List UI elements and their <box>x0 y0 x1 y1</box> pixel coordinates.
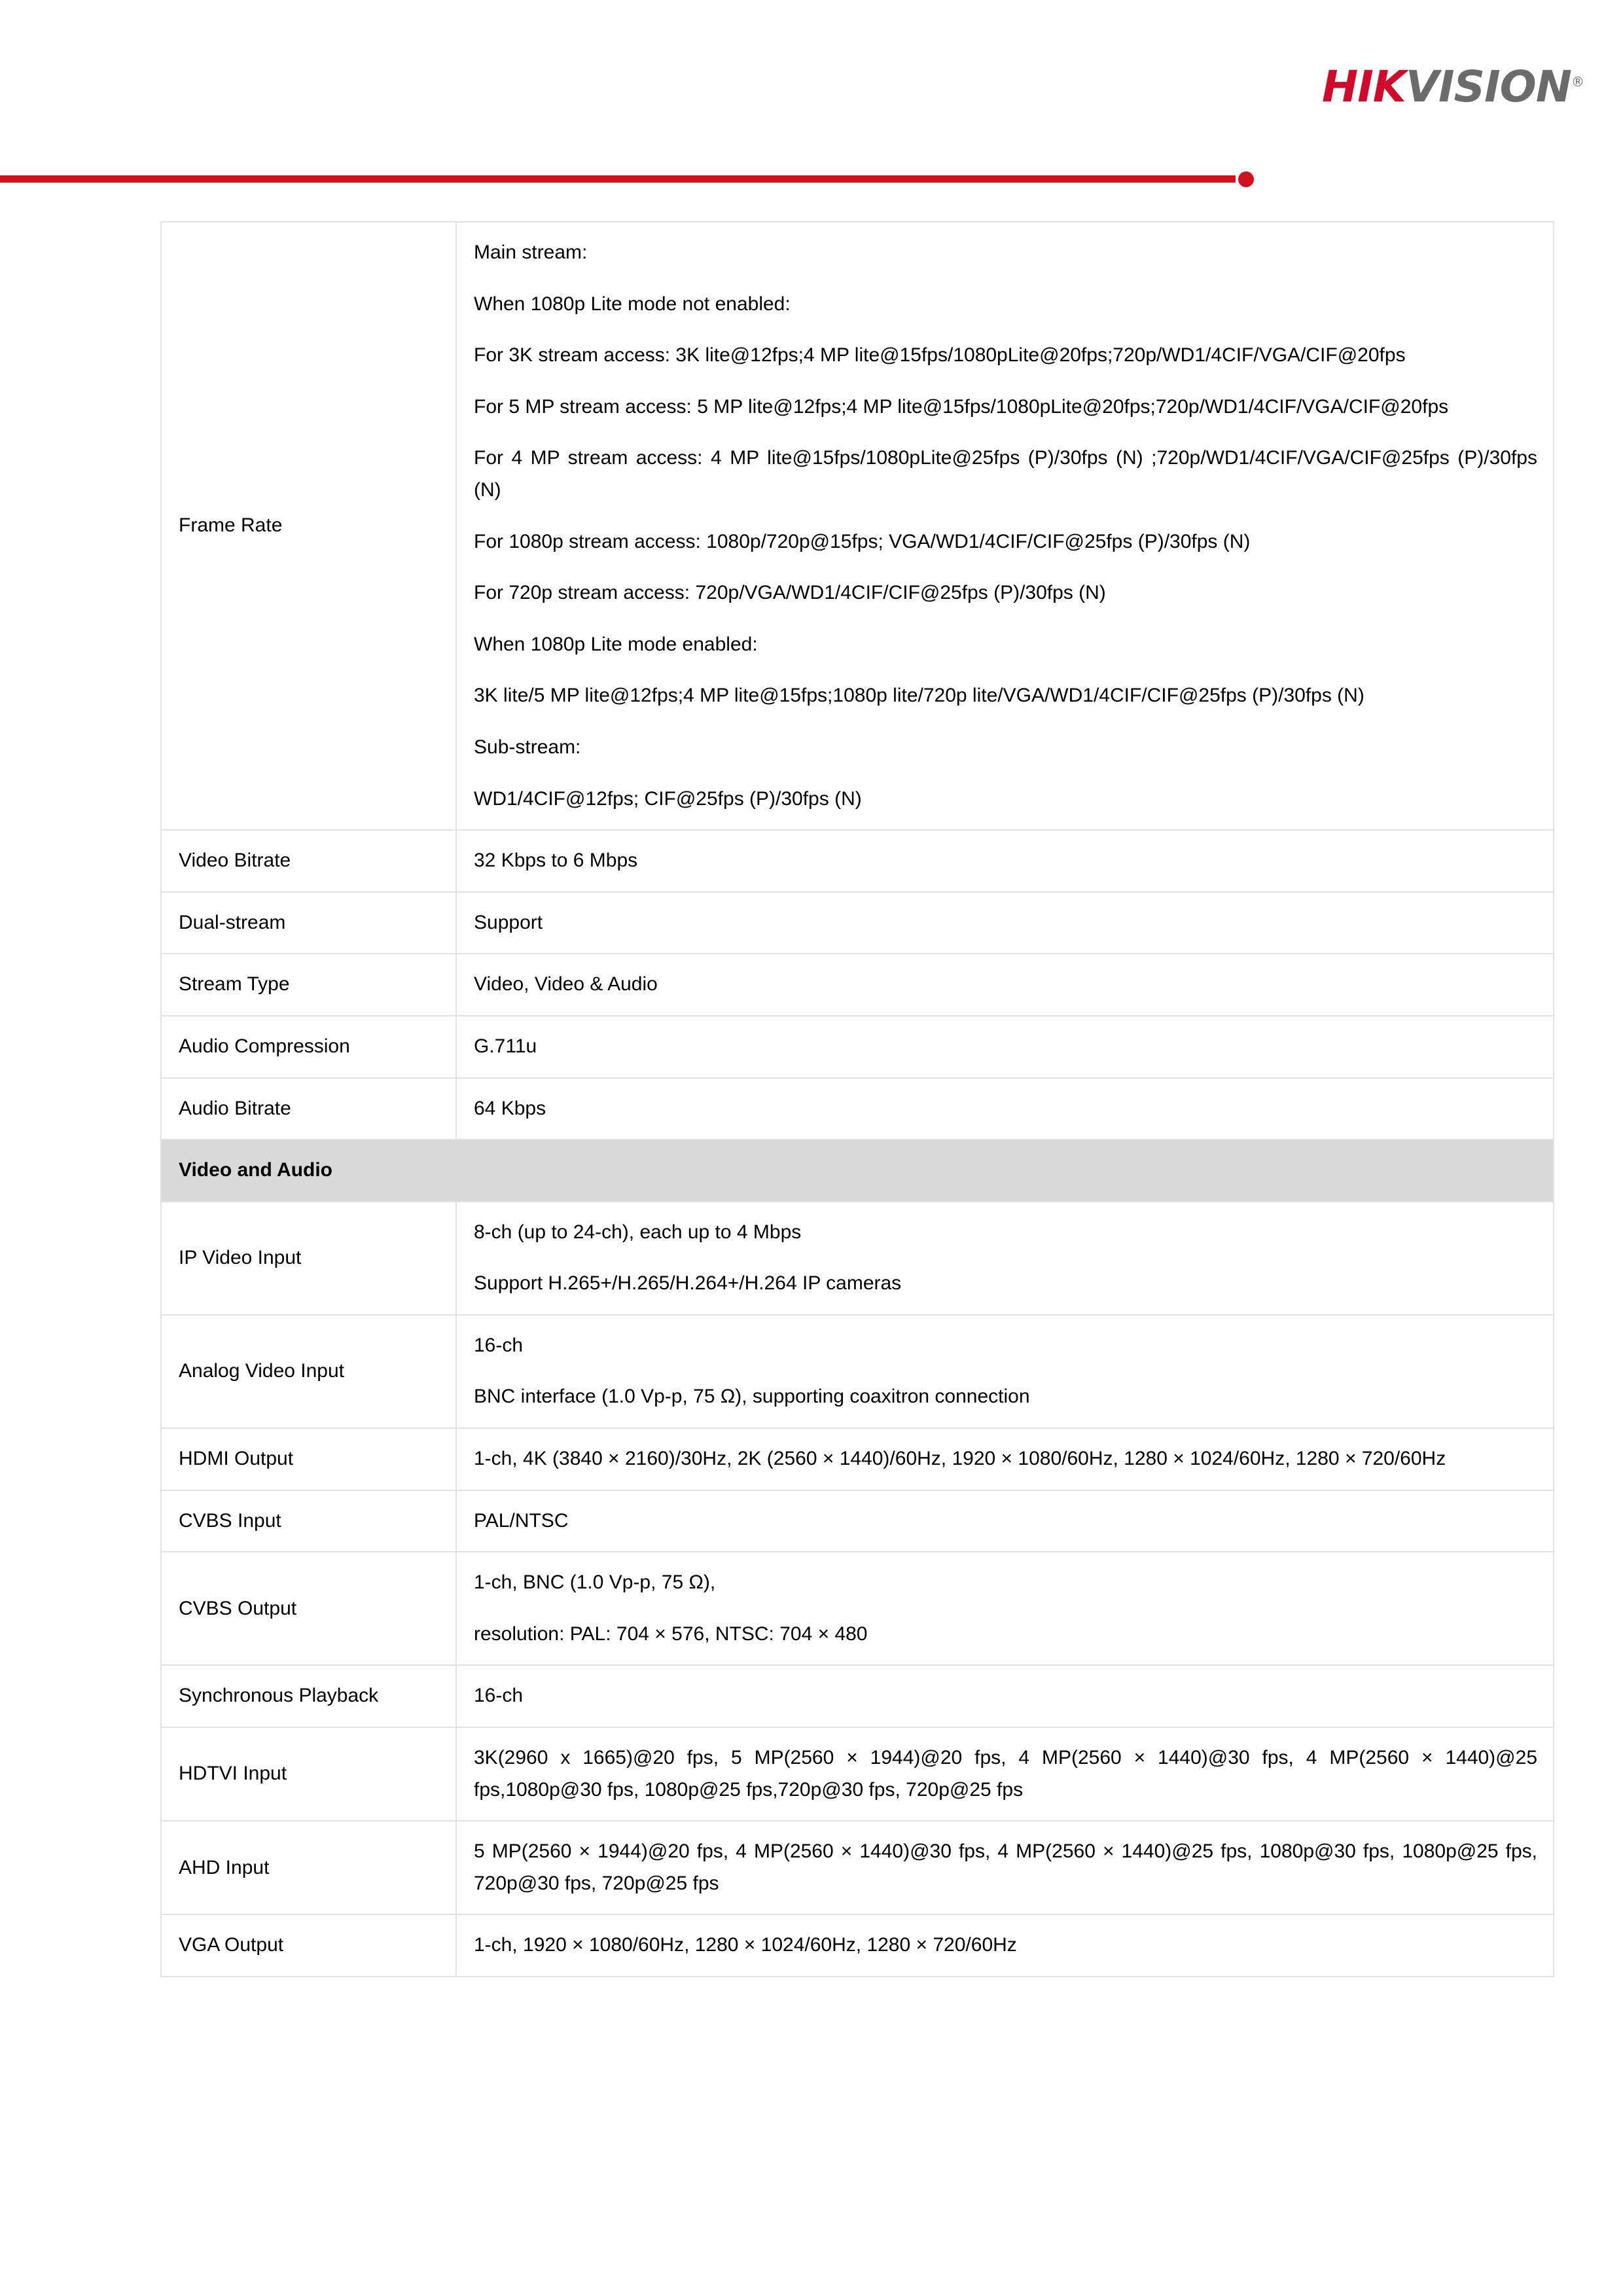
spec-label-cell: Stream Type <box>161 954 456 1016</box>
spec-value-line: Sub-stream: <box>474 736 581 758</box>
spec-label-cell: AHD Input <box>161 1821 456 1914</box>
spec-value-line: WD1/4CIF@12fps; CIF@25fps (P)/30fps (N) <box>474 787 862 810</box>
spec-value-cell <box>456 954 1554 1016</box>
spec-value-line: 3K lite/5 MP lite@12fps;4 MP lite@15fps;1080p lite/720p lite/VGA/WD1/4CIF/CIF@25fps (P)/30fps (N) <box>474 685 1364 707</box>
spec-value-line: PAL/NTSC <box>474 1509 569 1532</box>
spec-value-line: G.711u <box>474 1035 537 1057</box>
spec-value-line: When 1080p Lite mode enabled: <box>474 633 758 655</box>
page-header <box>0 0 1623 196</box>
spec-value-cell <box>456 830 1554 892</box>
table-row <box>161 1016 1554 1078</box>
spec-label-cell: Frame Rate <box>161 222 456 830</box>
spec-label-cell: HDTVI Input <box>161 1727 456 1821</box>
table-row <box>161 1202 1554 1315</box>
spec-label-cell: Analog Video Input <box>161 1315 456 1428</box>
table-row <box>161 1552 1554 1665</box>
spec-label-cell: CVBS Input <box>161 1490 456 1552</box>
header-accent-dot-icon <box>1238 171 1254 187</box>
section-header-cell: Video and Audio <box>161 1139 1554 1202</box>
table-row <box>161 830 1554 892</box>
spec-value-cell <box>456 1315 1554 1428</box>
spec-value-line: Main stream: <box>474 242 588 263</box>
specification-table <box>160 221 1554 1977</box>
spec-value-line: resolution: PAL: 704 × 576, NTSC: 704 × 480 <box>474 1623 868 1645</box>
spec-value-cell <box>456 1490 1554 1552</box>
spec-value-cell <box>456 1078 1554 1140</box>
spec-label-cell: VGA Output <box>161 1914 456 1977</box>
table-row <box>161 1315 1554 1428</box>
spec-value-line: 16-ch <box>474 1334 524 1356</box>
spec-label-cell: Audio Compression <box>161 1016 456 1078</box>
spec-value-line: 1-ch, BNC (1.0 Vp-p, 75 Ω), <box>474 1571 716 1594</box>
spec-value-line: Support H.265+/H.265/H.264+/H.264 IP cameras <box>474 1272 902 1295</box>
logo-text-vision: VISION <box>1405 62 1571 112</box>
spec-value-line: For 4 MP stream access: 4 MP lite@15fps/1080pLite@25fps (P)/30fps (N) ;720p/WD1/4CIF/VGA/CIF@25fps (P)/30fps (N) <box>474 447 1537 501</box>
specification-table-container <box>160 221 1553 1977</box>
spec-value-line: For 720p stream access: 720p/VGA/WD1/4CIF/CIF@25fps (P)/30fps (N) <box>474 582 1106 604</box>
spec-value-line: Support <box>474 911 543 933</box>
table-row <box>161 1490 1554 1552</box>
table-row <box>161 1914 1554 1977</box>
spec-value-line: 3K(2960 x 1665)@20 fps, 5 MP(2560 × 1944)@20 fps, 4 MP(2560 × 1440)@30 fps, 4 MP(2560 × 1440)@25 fps,1080p@30 fps, 1080p@25 fps,720p@30 fps, 720p@25 fps <box>474 1747 1537 1801</box>
spec-value-line: BNC interface (1.0 Vp-p, 75 Ω), supporting coaxitron connection <box>474 1386 1030 1408</box>
spec-value-cell <box>456 892 1554 954</box>
logo-text-hik: HIK <box>1321 62 1406 112</box>
table-row <box>161 1821 1554 1914</box>
spec-value-cell <box>456 1428 1554 1490</box>
header-divider-line <box>0 175 1236 183</box>
spec-label-cell: Video Bitrate <box>161 830 456 892</box>
spec-value-cell <box>456 1202 1554 1315</box>
spec-label-cell: Audio Bitrate <box>161 1078 456 1140</box>
spec-value-cell <box>456 222 1554 830</box>
spec-label-cell: Dual-stream <box>161 892 456 954</box>
spec-value-line: 1-ch, 4K (3840 × 2160)/30Hz, 2K (2560 × 1440)/60Hz, 1920 × 1080/60Hz, 1280 × 1024/60Hz, 1280 × 720/60Hz <box>474 1448 1446 1470</box>
spec-value-line: 8-ch (up to 24-ch), each up to 4 Mbps <box>474 1221 802 1243</box>
table-row <box>161 1078 1554 1140</box>
spec-value-line: When 1080p Lite mode not enabled: <box>474 293 791 315</box>
spec-value-cell <box>456 1552 1554 1665</box>
spec-label-cell: Synchronous Playback <box>161 1665 456 1727</box>
spec-value-line: 32 Kbps to 6 Mbps <box>474 850 638 872</box>
spec-value-cell <box>456 1665 1554 1727</box>
spec-value-line: 1-ch, 1920 × 1080/60Hz, 1280 × 1024/60Hz, 1280 × 720/60Hz <box>474 1934 1017 1956</box>
spec-value-line: 16-ch <box>474 1685 524 1707</box>
spec-value-cell <box>456 1727 1554 1821</box>
table-row <box>161 1665 1554 1727</box>
spec-value-line: 5 MP(2560 × 1944)@20 fps, 4 MP(2560 × 1440)@30 fps, 4 MP(2560 × 1440)@25 fps, 1080p@30 fps, 1080p@25 fps, 720p@30 fps, 720p@25 fps <box>474 1840 1537 1894</box>
table-row <box>161 892 1554 954</box>
spec-label-cell: IP Video Input <box>161 1202 456 1315</box>
table-row <box>161 1727 1554 1821</box>
spec-value-cell <box>456 1821 1554 1914</box>
spec-value-cell <box>456 1016 1554 1078</box>
spec-label-cell: CVBS Output <box>161 1552 456 1665</box>
hikvision-logo <box>1321 62 1584 112</box>
registered-trademark-icon: ® <box>1571 74 1584 90</box>
table-row <box>161 1428 1554 1490</box>
spec-label-cell: HDMI Output <box>161 1428 456 1490</box>
table-row <box>161 222 1554 830</box>
spec-value-line: For 3K stream access: 3K lite@12fps;4 MP lite@15fps/1080pLite@20fps;720p/WD1/4CIF/VGA/CIF@20fps <box>474 344 1406 367</box>
table-row <box>161 1139 1554 1202</box>
table-row <box>161 954 1554 1016</box>
spec-value-line: For 1080p stream access: 1080p/720p@15fps; VGA/WD1/4CIF/CIF@25fps (P)/30fps (N) <box>474 530 1251 552</box>
spec-value-line: For 5 MP stream access: 5 MP lite@12fps;4 MP lite@15fps/1080pLite@20fps;720p/WD1/4CIF/VGA/CIF@20fps <box>474 395 1449 418</box>
spec-value-cell <box>456 1914 1554 1977</box>
spec-value-line: 64 Kbps <box>474 1097 546 1119</box>
spec-value-line: Video, Video & Audio <box>474 973 658 996</box>
